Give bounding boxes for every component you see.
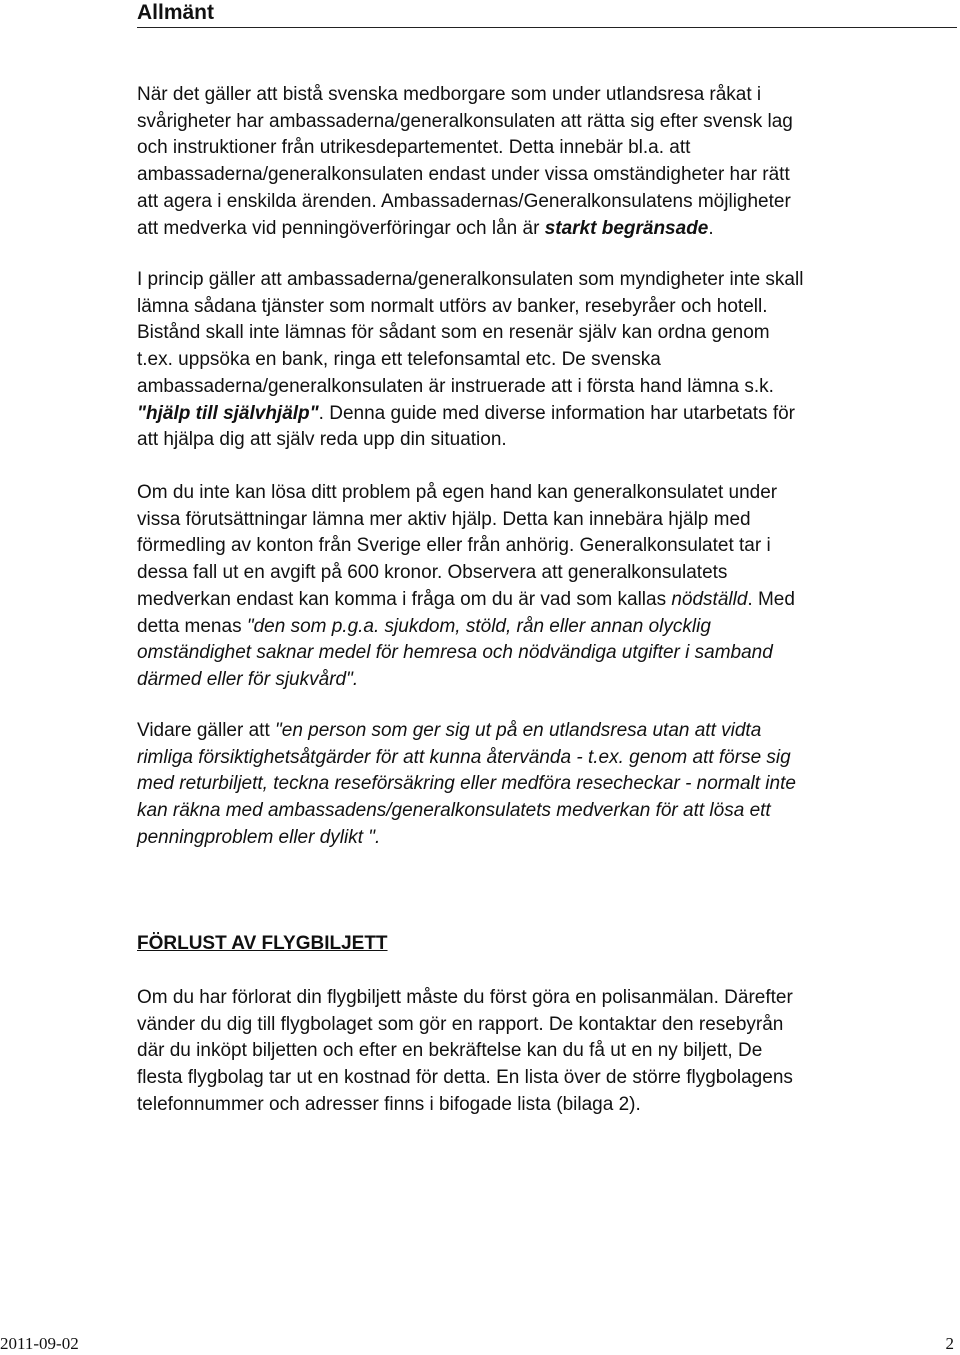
footer-page-number: 2 — [945, 1334, 954, 1353]
text-run: . Med — [747, 588, 795, 610]
text-line: telefonnummer och adresser finns i bifogade lista (bilaga 2). — [137, 1093, 641, 1115]
text-line: kan räkna med ambassadens/generalkonsulatets medverkan för att lösa ett — [137, 800, 771, 822]
text-line — [137, 614, 795, 641]
text-line: vänder du dig till flygbolaget som gör en rapport. De kontaktar den resebyrån — [137, 1013, 784, 1035]
text-line: I princip gäller att ambassaderna/generalkonsulaten som myndigheter inte skall — [137, 269, 804, 290]
section-heading-lost-ticket: FÖRLUST AV FLYGBILJETT — [137, 933, 388, 954]
text-line: När det gäller att bistå svenska medborgare som under utlandsresa råkat i — [137, 84, 762, 105]
italic-text: "den som p.g.a. sjukdom, stöld, rån eller annan olycklig — [246, 615, 711, 637]
text-line: Bistånd skall inte lämnas för sådant som en resenär själv kan ordna genom — [137, 322, 770, 344]
text-line: där du inköpt biljetten och efter en bekräftelse kan du få ut en ny biljett, De — [137, 1040, 763, 1062]
paragraph-principle — [137, 267, 803, 454]
text-line — [137, 401, 803, 428]
text-line: förmedling av konton från Sverige eller från anhörig. Generalkonsulatet tar i — [137, 535, 771, 557]
text-line: Om du inte kan lösa ditt problem på egen hand kan generalkonsulatet under — [137, 482, 778, 503]
text-line — [137, 216, 793, 243]
footer-date: 2011-09-02 — [0, 1334, 79, 1353]
paragraph-intro — [137, 82, 793, 242]
text-line: rimliga försiktighetsåtgärder för att kunna återvända - t.ex. genom att förse sig — [137, 746, 791, 768]
text-run: att medverka vid penningöverföringar och lån är — [137, 217, 545, 239]
text-run: detta menas — [137, 615, 247, 637]
text-line: ambassaderna/generalkonsulaten är instruerade att i första hand lämna s.k. — [137, 375, 774, 397]
text-run: medverkan endast kan komma i fråga om du är vad som kallas — [137, 588, 672, 610]
emphasis-text: "hjälp till självhjälp" — [137, 402, 319, 424]
text-run: . Denna guide med diverse information har utarbetats för — [318, 402, 795, 424]
text-line: därmed eller för sjukvård". — [137, 668, 359, 690]
italic-text: nödställd — [671, 588, 748, 610]
paragraph-active-help — [137, 480, 795, 694]
text-line — [137, 718, 796, 745]
text-line: flesta flygbolag tar ut en kostnad för detta. En lista över de större flygbolagens — [137, 1067, 793, 1089]
text-line: omständighet saknar medel för hemresa och nödvändiga utgifter i samband — [137, 642, 773, 664]
paragraph-lost-ticket — [137, 985, 793, 1119]
text-line — [137, 587, 795, 614]
text-line: Om du har förlorat din flygbiljett måste du först göra en polisanmälan. Därefter — [137, 987, 793, 1008]
text-line: penningproblem eller dylikt ". — [137, 826, 381, 848]
text-line: svårigheter har ambassaderna/generalkonsulaten att rätta sig efter svensk lag — [137, 110, 793, 132]
text-run: . — [708, 217, 714, 239]
page-header-title: Allmänt — [137, 1, 215, 24]
text-line: ambassaderna/generalkonsulaten endast under vissa omständigheter har rätt — [137, 164, 790, 186]
italic-text: "en person som ger sig ut på en utlandsresa utan att vidta — [275, 720, 762, 741]
text-line: lämna sådana tjänster som normalt utförs av banker, resebyråer och hotell. — [137, 295, 768, 317]
text-line: t.ex. uppsöka en bank, ringa ett telefonsamtal etc. De svenska — [137, 349, 661, 371]
text-line: att agera i enskilda ärenden. Ambassadernas/Generalkonsulatens möjligheter — [137, 190, 791, 212]
emphasis-text: starkt begränsade — [544, 217, 709, 239]
text-line: och instruktioner från utrikesdepartementet. Detta innebär bl.a. att — [137, 137, 691, 159]
text-line: vissa förutsättningar lämna mer aktiv hjälp. Detta kan innebära hjälp med — [137, 508, 751, 530]
text-line: att hjälpa dig att själv reda upp din situation. — [137, 429, 507, 451]
text-line: med returbiljett, teckna reseförsäkring eller medföra resecheckar - normalt inte — [137, 773, 796, 795]
text-run: Vidare gäller att — [137, 720, 276, 741]
paragraph-further — [137, 718, 796, 852]
text-line: dessa fall ut en avgift på 600 kronor. Observera att generalkonsulatets — [137, 562, 728, 584]
header-divider — [137, 27, 957, 28]
